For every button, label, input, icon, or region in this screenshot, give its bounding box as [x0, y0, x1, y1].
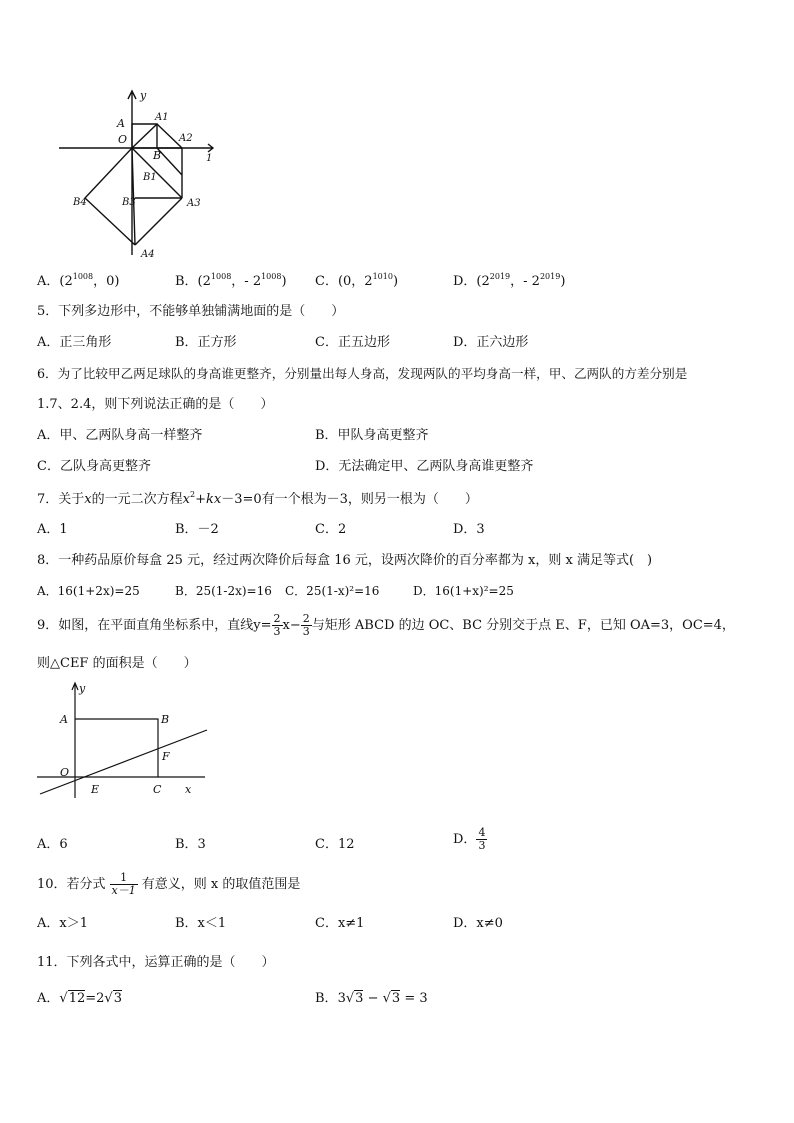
q7-option-b[interactable]: B．－2: [175, 522, 219, 537]
q10-option-a[interactable]: A．x＞1: [37, 916, 88, 931]
q7-option-c[interactable]: C．2: [315, 522, 347, 537]
q9-option-c[interactable]: C．12: [315, 837, 355, 852]
fig2-label-x: x: [185, 783, 192, 796]
q6-option-c[interactable]: C．乙队身高更整齐: [37, 459, 151, 474]
q9-option-b[interactable]: B．3: [175, 837, 206, 852]
q9-options: [37, 826, 764, 857]
fig1-label-1: 1: [206, 153, 213, 164]
q7-option-a[interactable]: A．1: [37, 522, 68, 537]
q9-option-a[interactable]: A．6: [37, 837, 68, 852]
q5-option-c[interactable]: C．正五边形: [315, 335, 390, 350]
fig1-label-a2: A2: [179, 133, 193, 144]
q7-option-d[interactable]: D．3: [453, 522, 485, 537]
fig2-label-b: B: [161, 713, 170, 726]
fig1-label-a3: A3: [187, 198, 201, 209]
q11-option-b[interactable]: B．3√3 − √3 = 3: [315, 991, 428, 1006]
q10-options: [37, 916, 764, 936]
q6-option-b[interactable]: B．甲队身高更整齐: [315, 428, 429, 443]
q6-option-a[interactable]: A．甲、乙两队身高一样整齐: [37, 428, 203, 443]
fig1-label-a: A: [117, 117, 125, 130]
q6-option-d[interactable]: D．无法确定甲、乙两队身高谁更整齐: [315, 459, 534, 474]
q7-options: [37, 522, 764, 542]
q10-fraction: $\frac{1}{x-1}$: [111, 870, 136, 897]
q10-option-d[interactable]: D．x≠0: [453, 916, 503, 931]
q9-option-d[interactable]: D． $\frac{4}{3}$: [453, 826, 486, 853]
q9-stem-line2: 则△CEF 的面积是（ ）: [37, 656, 197, 671]
q5-option-b[interactable]: B．正方形: [175, 335, 237, 350]
fig1-label-a1: A1: [155, 112, 169, 123]
q8-stem: 8．一种药品原价每盒 25 元，经过两次降价后每盒 16 元，设两次降价的百分率都为 x，则 x 满足等式( ): [37, 553, 653, 568]
q6-stem-line1: 6．为了比较甲乙两足球队的身高谁更整齐，分别量出每人身高，发现两队的平均身高一样，甲、乙两队的方差分别是: [37, 366, 688, 381]
fig2-label-e: E: [91, 783, 100, 796]
fig1-label-b: B: [153, 149, 162, 162]
q8-option-c[interactable]: C．25(1-x)²=16: [285, 584, 380, 598]
q9-stem-line1: 9．如图，在平面直角坐标系中，直线y= $\frac{2}{3}$ x− $\frac{2}{3}$ 与矩形 ABCD 的边 OC、BC 分别交于点 E、F，已知 OA=3，OC=4，: [37, 611, 735, 638]
q10-option-c[interactable]: C．x≠1: [315, 916, 365, 931]
q11-option-a[interactable]: A．√12=2√3: [37, 991, 122, 1006]
q6-options-row1: [37, 428, 764, 448]
q10-option-b[interactable]: B．x＜1: [175, 916, 227, 931]
fig1-label-b1: B1: [143, 172, 157, 183]
fig1-label-y: y: [140, 89, 147, 102]
q8-option-b[interactable]: B．25(1-2x)=16: [175, 584, 272, 598]
q5-stem: 5．下列多边形中，不能够单独铺满地面的是（ ）: [37, 304, 345, 319]
q5-option-d[interactable]: D．正六边形: [453, 335, 529, 350]
fig1-label-b3: B3: [122, 197, 136, 208]
q8-option-d[interactable]: D．16(1+x)²=25: [413, 584, 514, 598]
fig1-label-b4: B4: [73, 197, 87, 208]
q11-stem: 11．下列各式中，运算正确的是（ ）: [37, 955, 275, 970]
q10-stem: 10．若分式 $\frac{1}{x-1}$ 有意义，则 x 的取值范围是: [37, 870, 301, 897]
q8-option-a[interactable]: A．16(1+2x)=25: [37, 584, 140, 598]
fig2-label-o: O: [60, 766, 70, 779]
q4-option-a[interactable]: A．($2^{1008}$，0): [37, 272, 120, 289]
q6-options-row2: [37, 459, 764, 479]
figure-spiral-points: [55, 85, 225, 265]
fig2-label-y: y: [79, 682, 86, 695]
q5-options: [37, 335, 764, 355]
fig2-label-a: A: [60, 713, 68, 726]
q9-fraction-2: $\frac{2}{3}$: [302, 611, 310, 638]
q4-option-b[interactable]: B．($2^{1008}$，- $2^{1008}$): [175, 272, 287, 289]
fig2-label-c: C: [153, 783, 162, 796]
q5-option-a[interactable]: A．正三角形: [37, 335, 112, 350]
q4-option-c[interactable]: C．(0，$2^{1010}$): [315, 272, 399, 289]
fig1-label-o: O: [118, 133, 128, 146]
q7-stem: 7．关于x的一元二次方程$x^2+kx-3=0$有一个根为－3，则另一根为（ ）: [37, 490, 478, 507]
q4-options: [37, 272, 764, 292]
q8-options: [37, 584, 764, 604]
figure-rectangle-line: [35, 680, 215, 800]
q4-option-d[interactable]: D．($2^{2019}$，- $2^{2019}$): [453, 272, 566, 289]
fig2-label-f: F: [162, 750, 170, 763]
q6-stem-line2: 1.7、2.4，则下列说法正确的是（ ）: [37, 397, 274, 412]
q9-fraction-1: $\frac{2}{3}$: [273, 611, 281, 638]
fig1-label-a4: A4: [141, 249, 155, 260]
q11-options: [37, 990, 764, 1010]
